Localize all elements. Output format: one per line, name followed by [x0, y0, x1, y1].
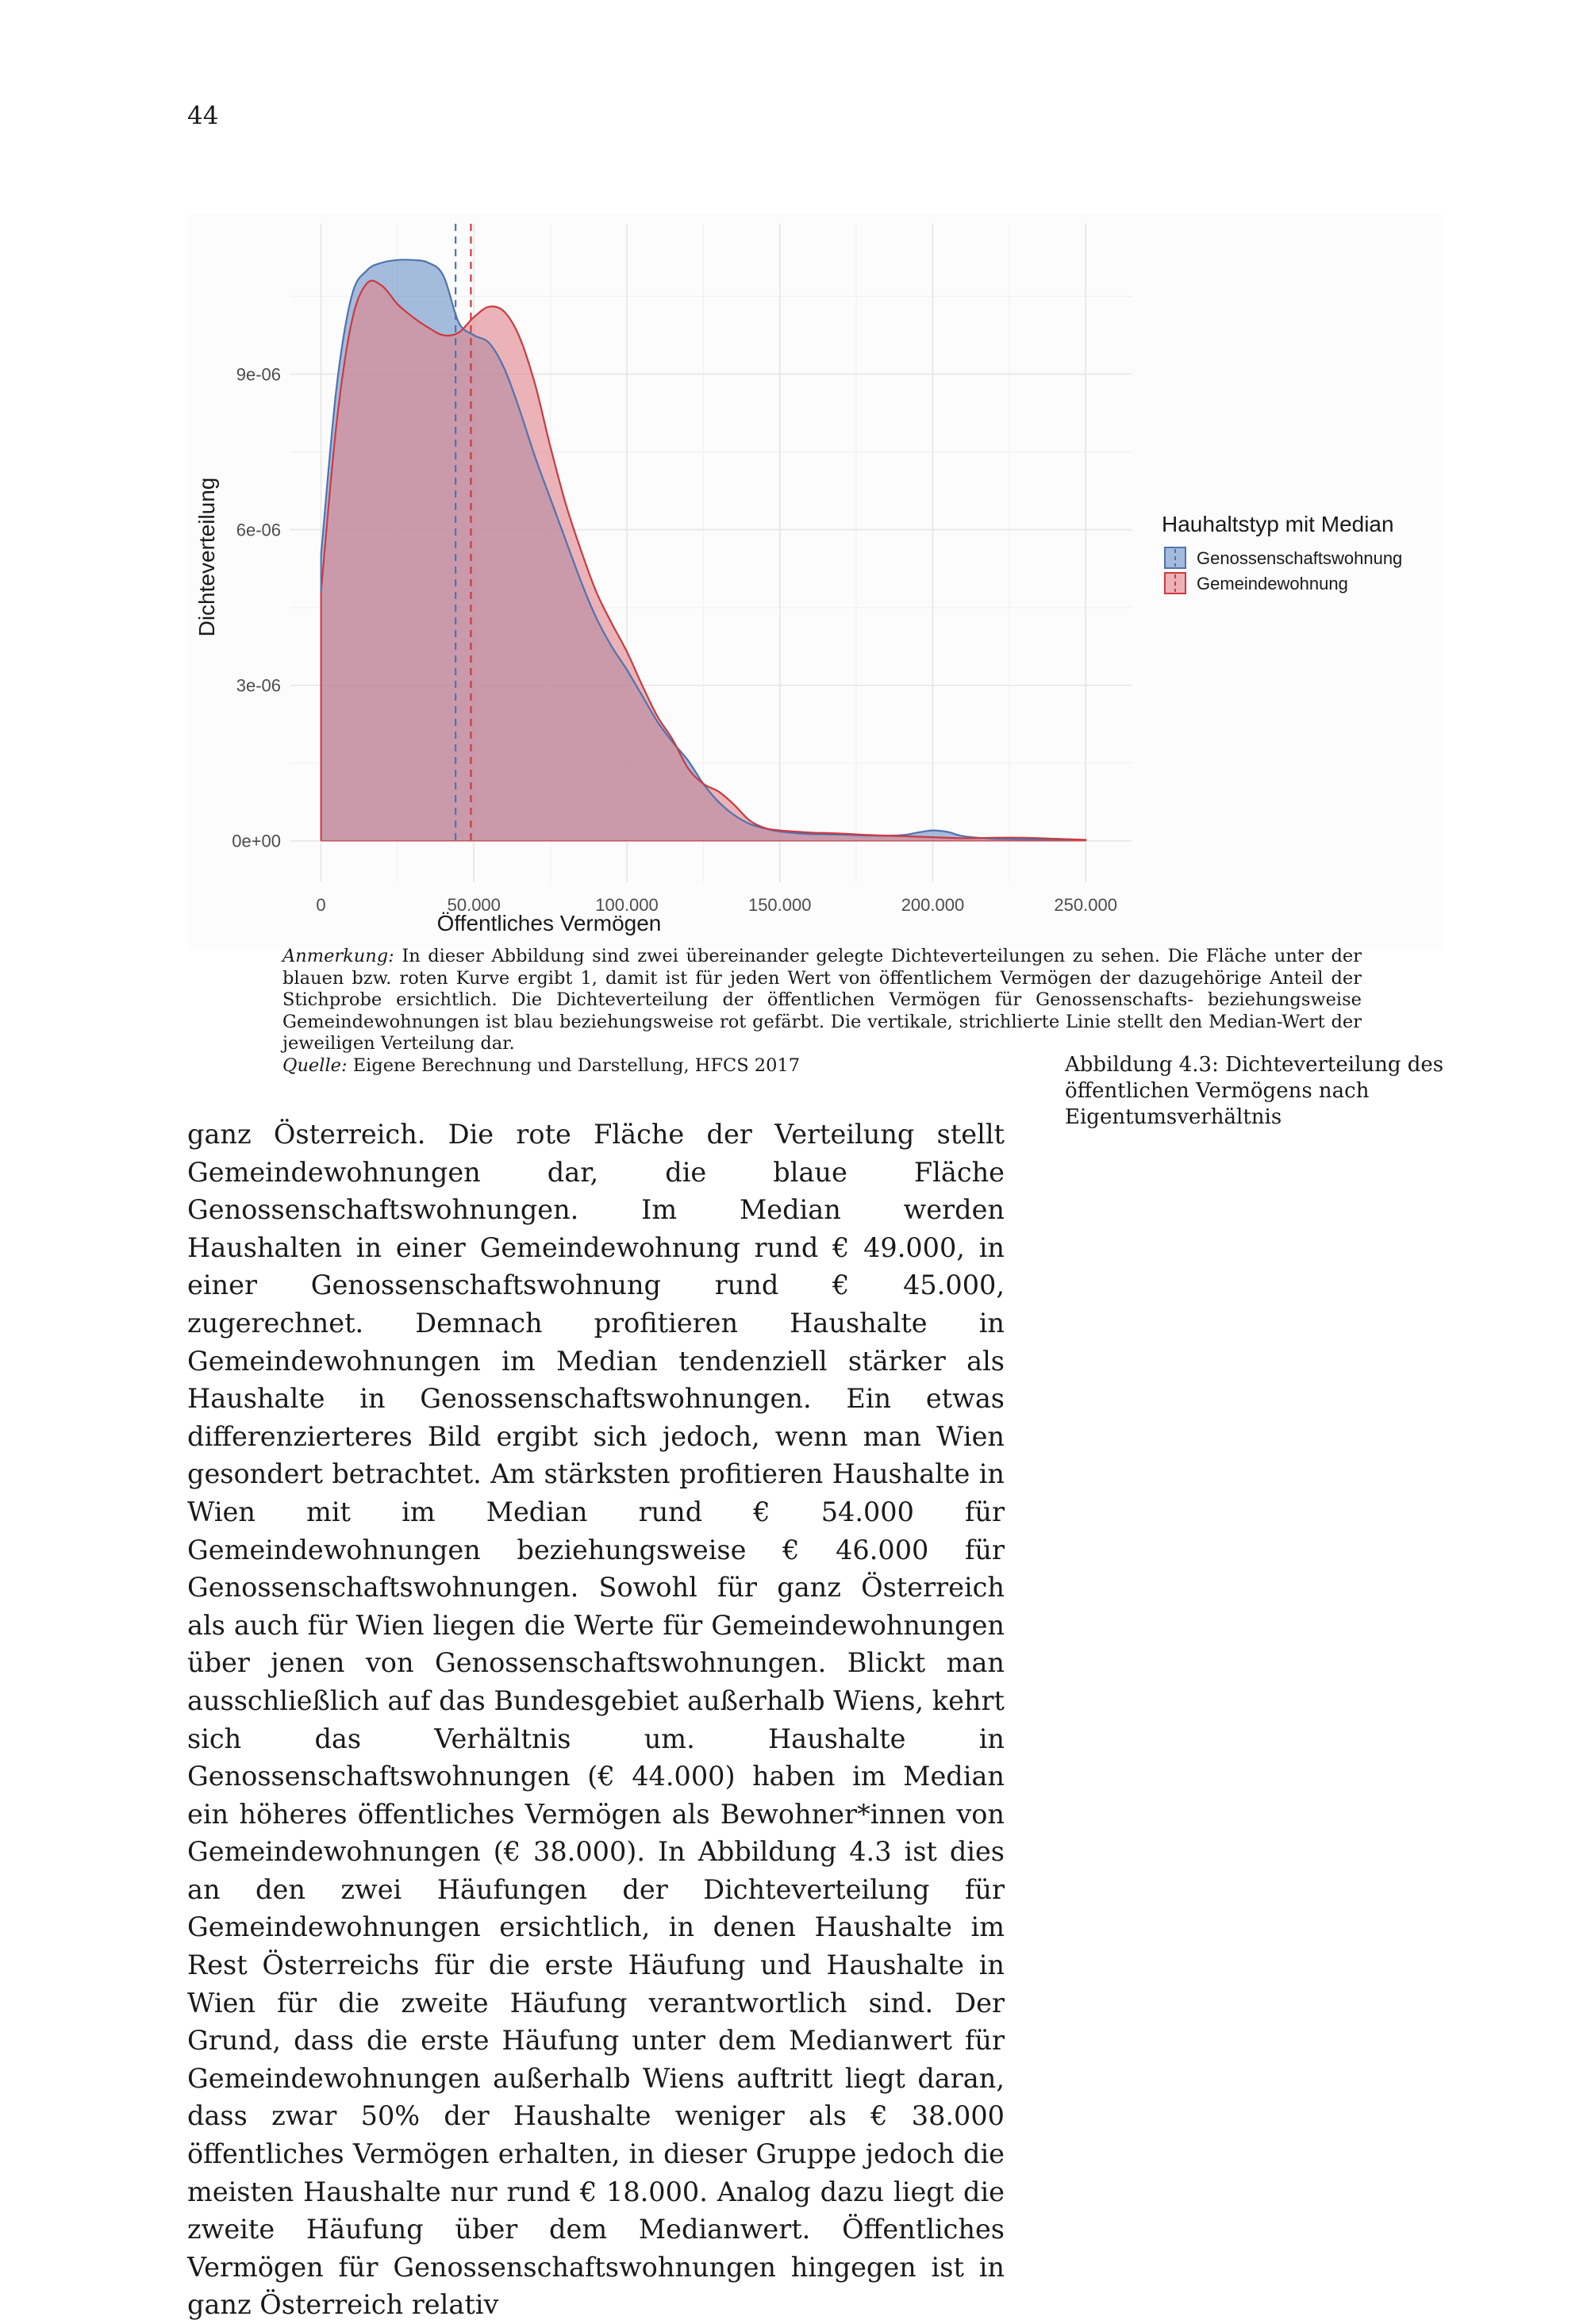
x-tick-label: 100.000 [595, 895, 659, 915]
legend-label-gemeindewohnung: Gemeindewohnung [1197, 574, 1348, 593]
legend-title: Hauhaltstyp mit Median [1162, 512, 1394, 536]
x-tick-label: 0 [316, 895, 326, 915]
density-chart [187, 214, 1444, 951]
x-tick-label: 50.000 [447, 895, 501, 915]
page-number: 44 [187, 102, 219, 130]
legend-label-genossenschaftswohnung: Genossenschaftswohnung [1197, 548, 1403, 568]
note-label: Anmerkung: [282, 946, 394, 966]
y-axis-title: Dichteverteilung [194, 477, 219, 637]
x-tick-label: 150.000 [747, 895, 812, 915]
x-tick-label: 250.000 [1054, 895, 1117, 915]
source-text: Eigene Berechnung und Darstellung, HFCS 2017 [352, 1054, 801, 1076]
y-tick-label: 6e-06 [236, 520, 281, 540]
x-axis-title: Öffentliches Vermögen [436, 911, 662, 935]
x-tick-label: 200.000 [901, 895, 965, 915]
y-tick-label: 9e-06 [236, 364, 281, 385]
note-text: In dieser Abbildung sind zwei übereinander gelegte Dichteverteilungen zu sehen. Die Fläche unter der blauen bzw. roten Kurve ergibt 1, damit ist für jeden Wert von öffentlichem Vermögen der dazugehörige Anteil der Stichprobe ersichtlich. Die Dichteverteilung der öffentlichen Vermögen für Genossenschafts- beziehungsweise Gemeindewohnungen ist blau beziehungsweise rot gefärbt. Die vertikale, strichlierte Linie stellt den Median-Wert der jeweiligen Verteilung dar. [282, 946, 1362, 1054]
source-label: Quelle: [282, 1054, 348, 1076]
body-paragraph: ganz Österreich. Die rote Fläche der Verteilung stellt Gemeindewohnungen dar, die blaue Fläche Genossenschaftswohnungen. Im Median werden Haushalten in einer Gemeindewohnung rund € 49.000, in einer Genossenschaftswohnung rund € 45.000, zugerechnet. Demnach profitieren Haushalte in Gemeindewohnungen im Median tendenziell stärker als Haushalte in Genossenschaftswohnungen. Ein etwas differenzierteres Bild ergibt sich jedoch, wenn man Wien gesondert betrachtet. Am stärksten profitieren Haushalte in Wien mit im Median rund € 54.000 für Gemeindewohnungen beziehungsweise € 46.000 für Genossenschaftswohnungen. Sowohl für ganz Österreich als auch für Wien liegen die Werte für Gemeindewohnungen über jenen von Genossenschaftswohnungen. Blickt man ausschließlich auf das Bundesgebiet außerhalb Wiens, kehrt sich das Verhältnis um. Haushalte in Genossenschaftswohnungen (€ 44.000) haben im Median ein höheres öffentliches Vermögen als Bewohner*innen von Gemeindewohnungen (€ 38.000). In Abbildung 4.3 ist dies an den zwei Häufungen der Dichteverteilung für Gemeindewohnungen ersichtlich, in denen Haushalte im Rest Österreichs für die erste Häufung und Haushalte in Wien für die zweite Häufung verantwortlich sind. Der Grund, dass die erste Häufung unter dem Medianwert für Gemeindewohnungen außerhalb Wiens auftritt liegt daran, dass zwar 50% der Haushalte weniger als € 38.000 öffentliches Vermögen erhalten, in dieser Gruppe jedoch die meisten Haushalte nur rund € 18.000. Analog dazu liegt die zweite Häufung über dem Medianwert. Öffentliches Vermögen für Genossenschaftswohnungen hingegen ist in ganz Österreich relativ [187, 1119, 1005, 2321]
body-text [187, 1116, 1005, 2324]
figure-caption: Abbildung 4.3: Dichteverteilung des öffentlichen Vermögens nach Eigentumsverhältnis [1065, 1053, 1444, 1129]
y-tick-label: 3e-06 [236, 675, 281, 696]
y-tick-label: 0e+00 [232, 831, 281, 851]
